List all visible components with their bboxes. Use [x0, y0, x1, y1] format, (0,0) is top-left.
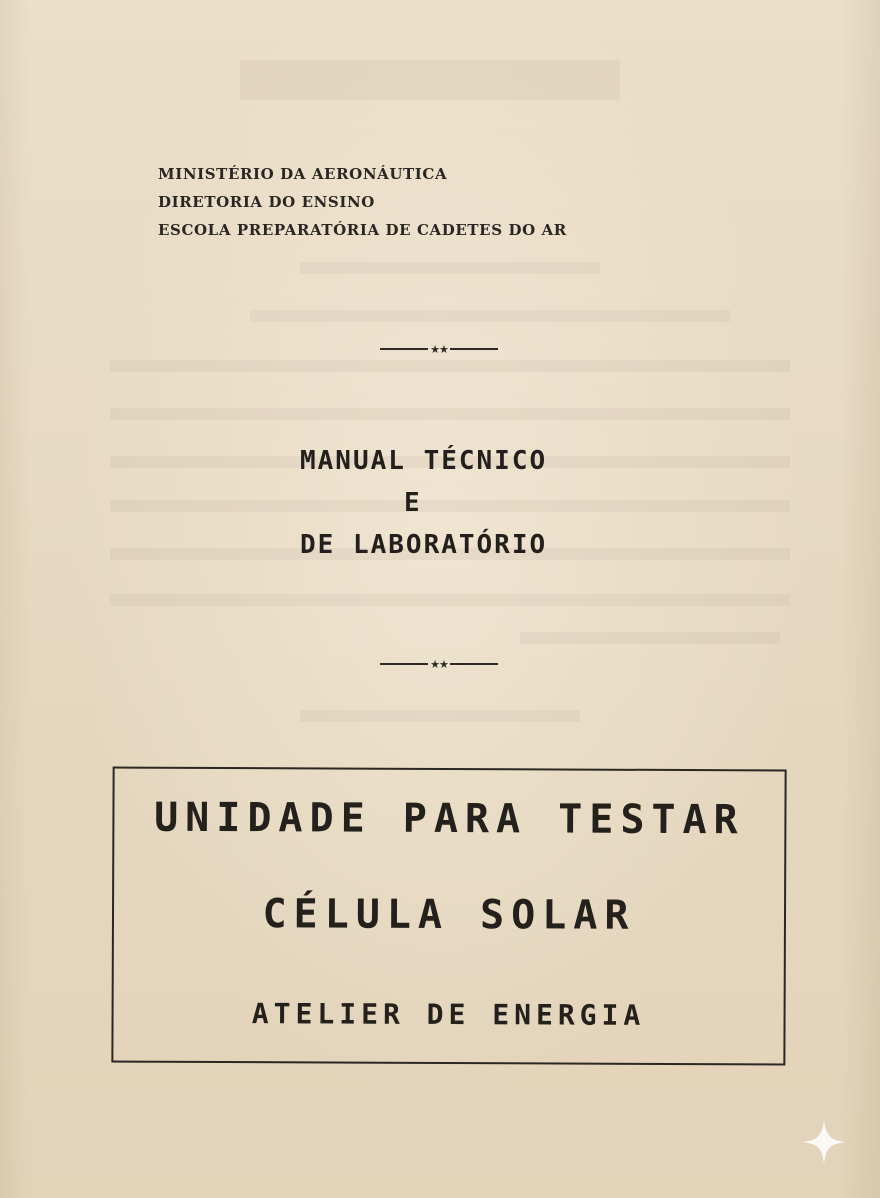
star-divider-top: [380, 342, 498, 356]
sparkle-icon: [800, 1118, 848, 1166]
manual-title: [300, 440, 580, 566]
manual-title-line-3: DE LABORATÓRIO: [300, 530, 548, 560]
box-subtitle: ATELIER DE ENERGIA: [251, 997, 646, 1032]
show-through-bar: [300, 262, 600, 274]
box-title-line-1: UNIDADE PARA TESTAR: [154, 794, 745, 844]
institution-header: [158, 160, 567, 244]
show-through-bar: [110, 408, 790, 420]
show-through-bar: [240, 60, 620, 100]
divider-line: [450, 348, 498, 350]
show-through-bar: [300, 710, 580, 722]
ministry-line: MINISTÉRIO DA AERONÁUTICA: [158, 165, 448, 183]
star-icon: ★★: [430, 342, 448, 356]
directorate-line: DIRETORIA DO ENSINO: [158, 193, 375, 211]
page-edge-shadow-left: [0, 0, 30, 1198]
show-through-bar: [250, 310, 730, 322]
manual-title-line-2: E: [404, 488, 422, 518]
divider-line: [450, 663, 498, 665]
page-edge-shadow-right: [840, 0, 880, 1198]
divider-line: [380, 348, 428, 350]
show-through-bar: [110, 360, 790, 372]
divider-line: [380, 663, 428, 665]
box-title-line-2: CÉLULA SOLAR: [262, 891, 636, 939]
manual-title-line-1: MANUAL TÉCNICO: [300, 446, 548, 476]
school-line: ESCOLA PREPARATÓRIA DE CADETES DO AR: [158, 221, 567, 239]
show-through-bar: [110, 594, 790, 606]
star-divider-bottom: [380, 657, 498, 671]
title-box: [111, 767, 786, 1066]
show-through-bar: [520, 632, 780, 644]
star-icon: ★★: [430, 657, 448, 671]
